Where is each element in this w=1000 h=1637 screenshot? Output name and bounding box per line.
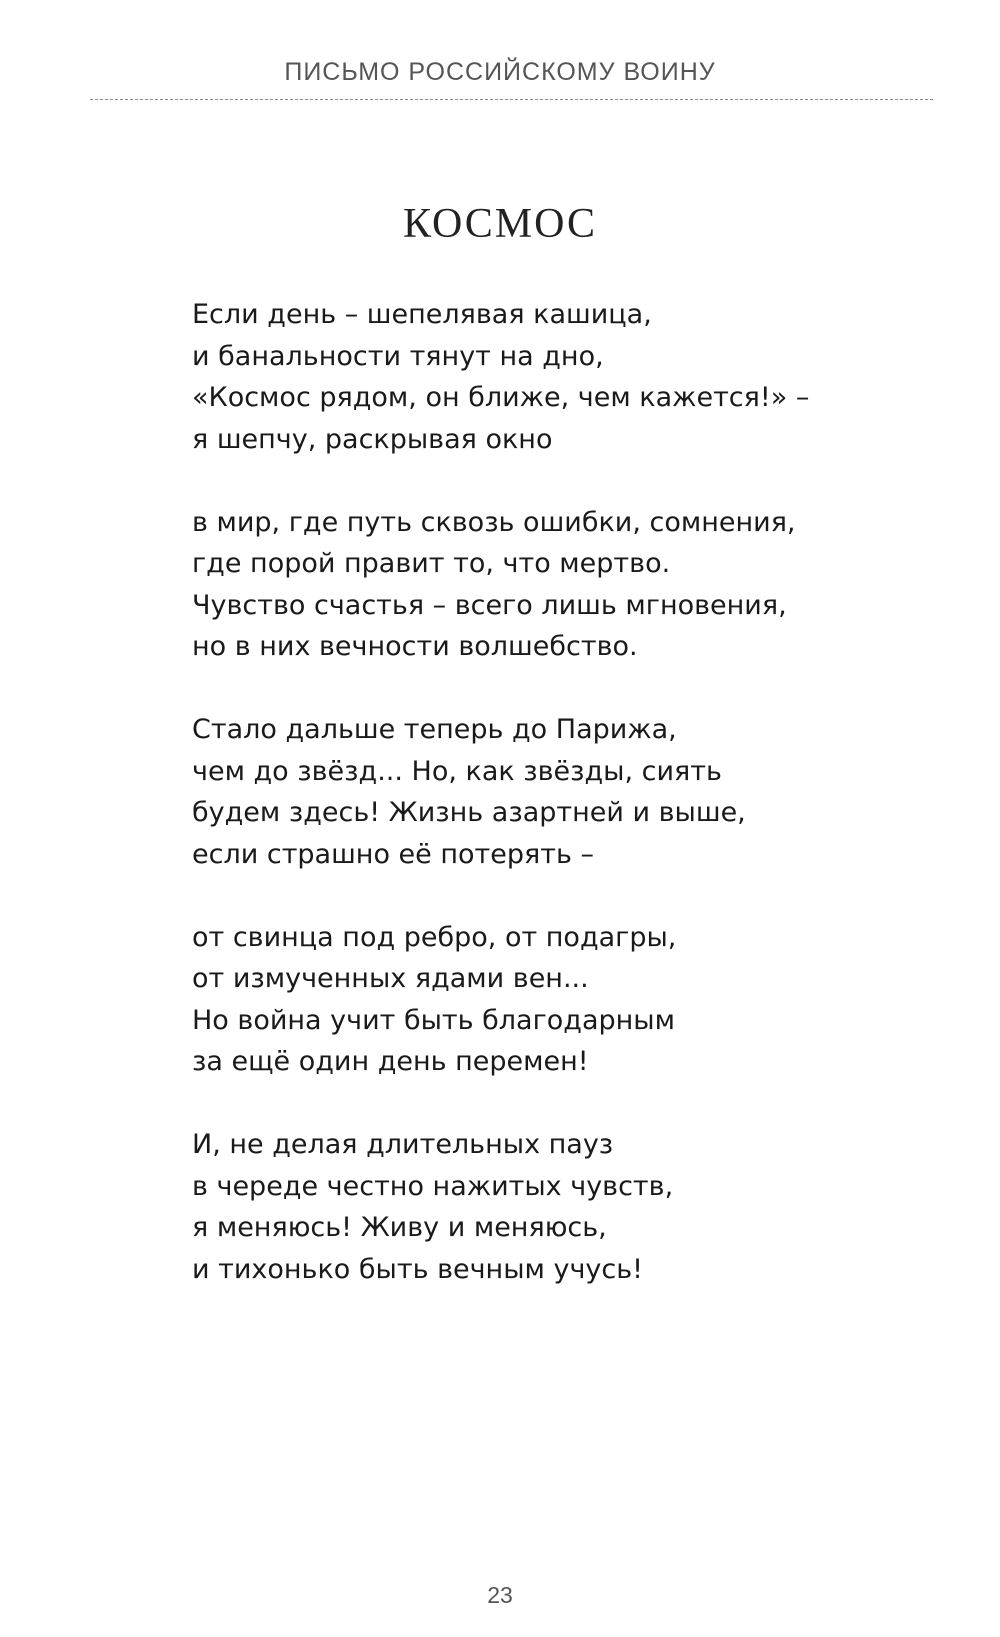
poem-line: в мир, где путь сквозь ошибки, сомнения, <box>192 506 796 538</box>
stanza-5 <box>192 1124 932 1290</box>
stanza-1 <box>192 294 932 460</box>
page-number: 23 <box>487 1582 513 1608</box>
poem-line: Стало дальше теперь до Парижа, <box>192 714 677 745</box>
poem-line: Но война учит быть благодарным <box>192 1004 675 1036</box>
poem-line: и банальности тянут на дно, <box>192 340 604 372</box>
stanza-2 <box>192 502 932 668</box>
poem-line: «Космос рядом, он ближе, чем кажется!» – <box>192 382 810 413</box>
header-divider <box>90 99 933 100</box>
stanza-4 <box>192 917 932 1083</box>
poem-line: где порой правит то, что мертво. <box>192 548 671 579</box>
poem-line: если страшно её потерять – <box>192 838 594 870</box>
poem-body <box>192 294 932 1290</box>
poem-line: Чувство счастья – всего лишь мгновения, <box>192 589 787 621</box>
poem-line: в череде честно нажитых чувств, <box>192 1170 674 1202</box>
poem-title: КОСМОС <box>402 201 598 247</box>
poem-line: от свинца под ребро, от подагры, <box>192 921 677 953</box>
stanza-3 <box>192 709 932 875</box>
poem-line: будем здесь! Жизнь азартней и выше, <box>192 797 746 828</box>
poem-line: за ещё один день перемен! <box>192 1046 589 1077</box>
poem-line: И, не делая длительных пауз <box>192 1129 614 1160</box>
poem-line: я шепчу, раскрывая окно <box>192 423 553 455</box>
poem-line: Если день – шепелявая кашица, <box>192 299 652 330</box>
poem-line: чем до звёзд... Но, как звёзды, сиять <box>192 755 722 787</box>
running-header: ПИСЬМО РОССИЙСКОМУ ВОИНУ <box>284 58 716 86</box>
poem-line: но в них вечности волшебство. <box>192 631 638 662</box>
poem-line: я меняюсь! Живу и меняюсь, <box>192 1212 607 1243</box>
poem-line: и тихонько быть вечным учусь! <box>192 1253 643 1285</box>
poem-line: от измученных ядами вен... <box>192 963 589 994</box>
